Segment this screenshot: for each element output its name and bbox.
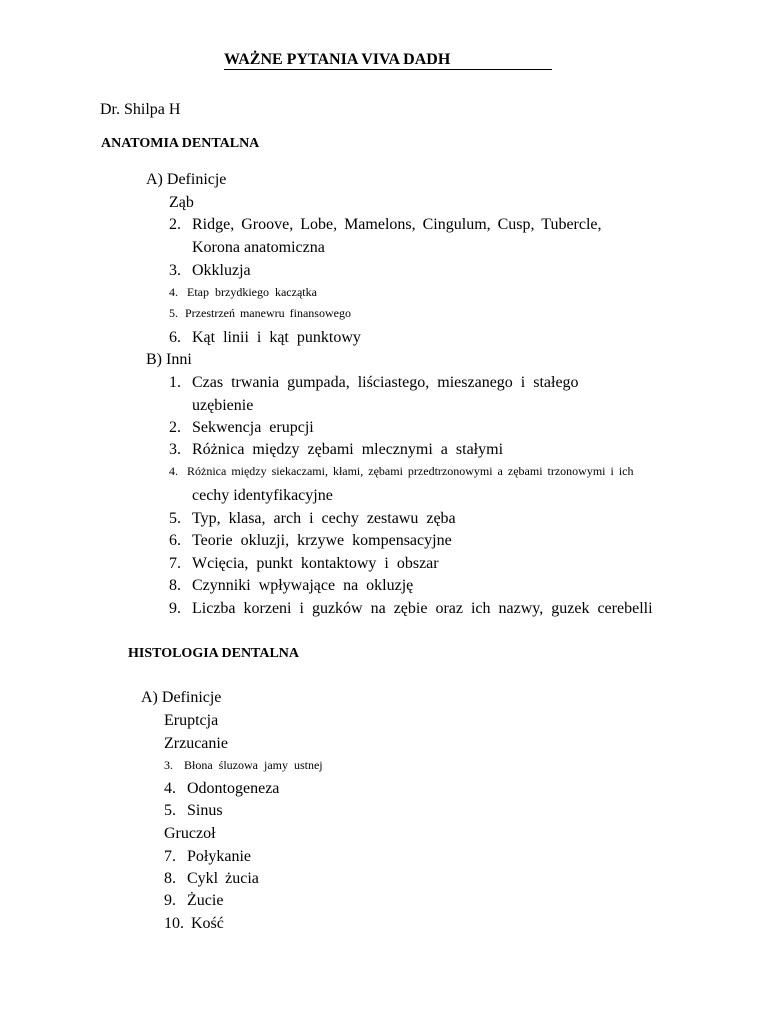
list-item: 2. Sekwencja erupcji: [169, 419, 314, 436]
list-item: 4. Odontogeneza: [164, 780, 280, 797]
list-item: 1. Czas trwania gumpada, liściastego, mieszanego i stałego: [169, 374, 579, 391]
list-item: 5. Typ, klasa, arch i cechy zestawu zęba: [169, 510, 456, 527]
list-item: 7. Wcięcia, punkt kontaktowy i obszar: [169, 555, 439, 572]
anatomy-definitions-label: A) Definicje: [146, 171, 227, 188]
list-item: 9. Liczba korzeni i guzków na zębie oraz ich nazwy, guzek cerebelli: [169, 600, 653, 617]
list-item: 6. Kąt linii i kąt punktowy: [169, 329, 361, 346]
list-item: 4. Różnica między siekaczami, kłami, zębami przedtrzonowymi a zębami trzonowymi i ich: [169, 464, 634, 478]
list-item: 8. Cykl żucia: [164, 870, 259, 887]
list-item: 3. Błona śluzowa jamy ustnej: [164, 758, 323, 772]
list-item: 9. Żucie: [164, 892, 224, 909]
list-item: Gruczoł: [164, 825, 216, 842]
list-item: Ząb: [169, 194, 194, 211]
list-item: 10. Kość: [164, 915, 224, 932]
document-title: WAŻNE PYTANIA VIVA DADH: [224, 51, 451, 68]
list-item: 3. Okkluzja: [169, 262, 251, 279]
author-name: Dr. Shilpa H: [100, 101, 181, 118]
list-item: uzębienie: [192, 397, 254, 414]
section-heading-anatomy: ANATOMIA DENTALNA: [101, 136, 260, 151]
histology-definitions-label: A) Definicje: [141, 689, 222, 706]
list-item: Eruptcja: [164, 712, 219, 729]
list-item: 8. Czynniki wpływające na okluzję: [169, 577, 414, 594]
anatomy-others-label: B) Inni: [146, 351, 192, 368]
list-item: 6. Teorie okluzji, krzywe kompensacyjne: [169, 532, 452, 549]
list-item: 5. Sinus: [164, 802, 223, 819]
list-item: Korona anatomiczna: [192, 239, 325, 256]
title-underline: [224, 69, 552, 70]
list-item: 4. Etap brzydkiego kaczątka: [169, 285, 317, 299]
section-heading-histology: HISTOLOGIA DENTALNA: [128, 646, 300, 661]
list-item: 7. Połykanie: [164, 848, 251, 865]
list-item: 3. Różnica między zębami mlecznymi a stałymi: [169, 441, 504, 458]
list-item: 2. Ridge, Groove, Lobe, Mamelons, Cingulum, Cusp, Tubercle,: [169, 216, 602, 233]
list-item: Zrzucanie: [164, 735, 228, 752]
list-item: 5. Przestrzeń manewru finansowego: [169, 306, 351, 320]
list-item: cechy identyfikacyjne: [192, 487, 333, 504]
